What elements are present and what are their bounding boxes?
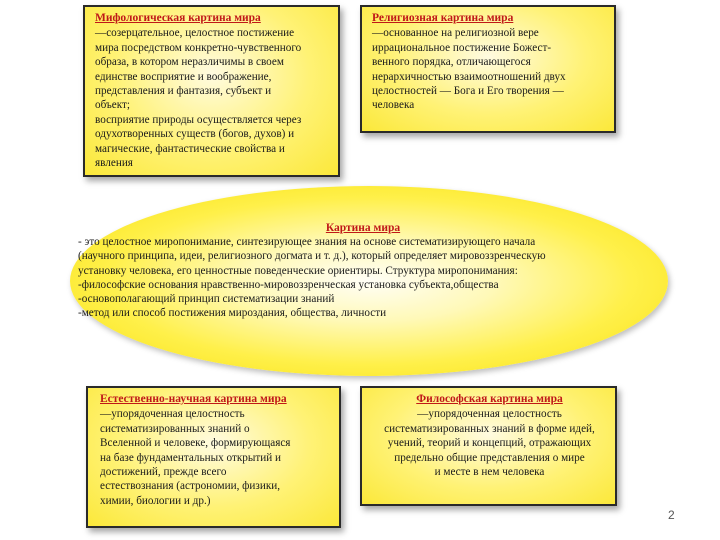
mythological-worldview-title: Мифологическая картина мира (95, 12, 261, 24)
worldview-title: Картина мира (325, 222, 401, 234)
religious-worldview-text: —основанное на религиозной вере иррациональное постижение Божест- венного порядка, отличающегося нерархичностью взаимоотношений двух целостностей — Бога и Его творения — человека (372, 27, 566, 112)
page-number: 2 (668, 508, 675, 522)
mythological-worldview-text: —созерцательное, целостное постижение мира посредством конкретно-чувственного образа, в котором неразличимы в своем единстве восприятие и воображение, представления и фантазия, субъект и объект; восприятие природы осуществляется через одухотворенных существ (богов, духов) и магические, фантастические свойства и явления (95, 27, 302, 170)
natural-science-worldview-title: Естественно-научная картина мира (100, 393, 287, 405)
natural-science-worldview-text: —упорядоченная целостность систематизированных знаний о Вселенной и человеке, формирующаяся на базе фундаментальных открытий и достижений, прежде всего естествознания (астрономии, физики, химии, биологии и др.) (100, 408, 291, 507)
philosophical-worldview-title: Философская картина мира (416, 393, 563, 405)
worldview-text: - это целостное миропонимание, синтезирующее знания на основе систематизирующего начала (научного принципа, идеи, религиозного догмата и т. д.), который определяет мировоззренческую установку человека, его ценностные поведенческие ориентиры. Структура миропонимания: -философские основания нравственно-мировоззренческая установка субъекта,общества -основополагающий принцип систематизации знаний -метод или способ постижения мироздания, общества, личности (78, 236, 546, 320)
religious-worldview-title: Религиозная картина мира (372, 12, 514, 24)
philosophical-worldview-box (360, 386, 617, 506)
religious-worldview-box (360, 5, 616, 133)
natural-science-worldview-box (86, 386, 341, 528)
worldview-definition (78, 221, 648, 320)
philosophical-worldview-text: —упорядоченная целостность систематизированных знаний в форме идей, учений, теорий и концепций, отражающих предельно общие представления о мире и месте в нем человека (384, 408, 595, 479)
mythological-worldview-box (83, 5, 340, 177)
